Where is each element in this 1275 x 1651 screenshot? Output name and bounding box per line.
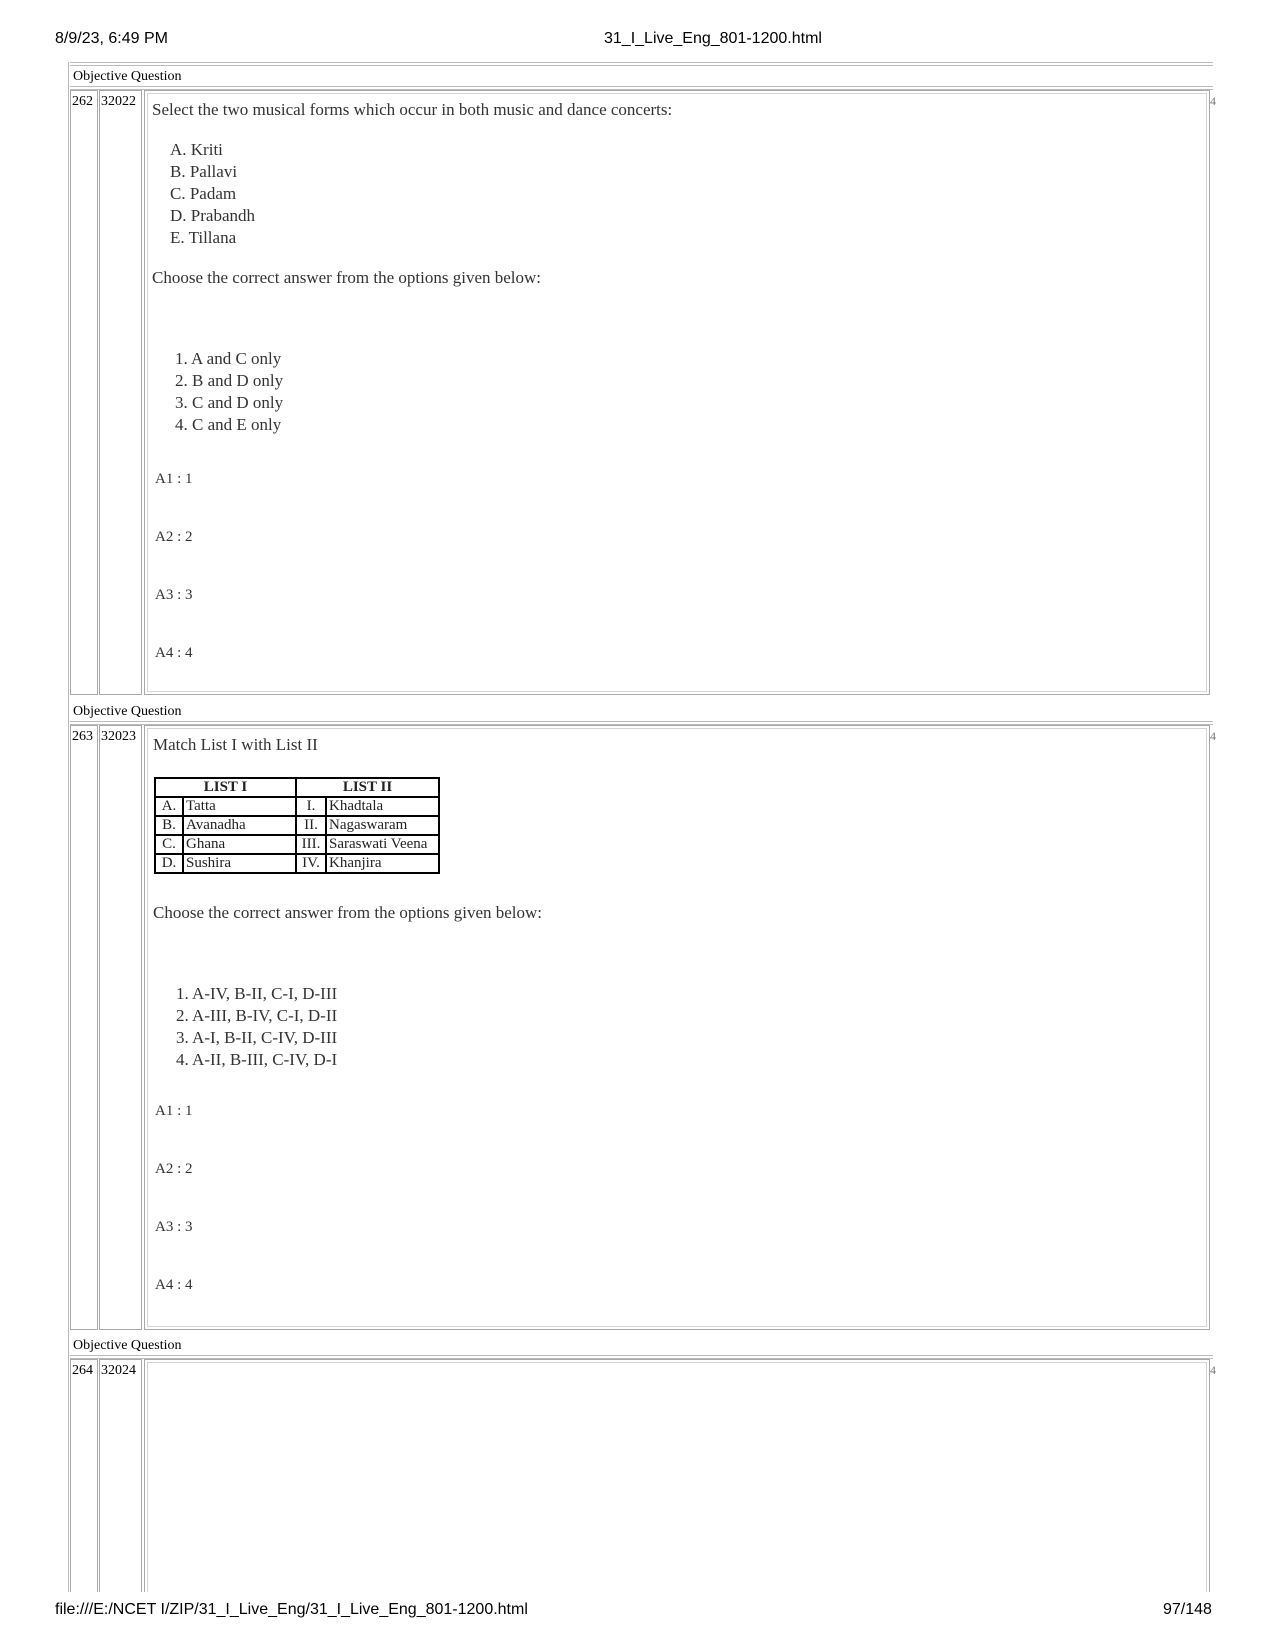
table-cell: IV. (296, 854, 326, 873)
section-label: Objective Question (73, 69, 182, 84)
table-row (155, 835, 439, 854)
table-cell: Khanjira (326, 854, 439, 873)
option: 1. A-IV, B-II, C-I, D-III (176, 984, 338, 1003)
table-cell: Nagaswaram (326, 816, 439, 835)
marks: 4 (1210, 1363, 1216, 1377)
table-cell: A. (155, 797, 183, 816)
option: 4. A-II, B-III, C-IV, D-I (176, 1050, 338, 1069)
question-body-cell (144, 1359, 1210, 1592)
list-item: A. Kriti (170, 140, 223, 159)
option: 2. B and D only (175, 371, 284, 390)
table-cell: Khadtala (326, 797, 439, 816)
table-row (155, 797, 439, 816)
table-row (155, 816, 439, 835)
question-number: 264 (72, 1363, 93, 1378)
top-rule (70, 62, 1213, 66)
table-cell: Saraswati Veena (326, 835, 439, 854)
answer-4: A4 : 4 (155, 1277, 193, 1293)
table-cell: Avanadha (183, 816, 296, 835)
section-label: Objective Question (73, 1338, 182, 1353)
table-cell: B. (155, 816, 183, 835)
sno-cell (70, 1359, 98, 1592)
section-label: Objective Question (73, 704, 182, 719)
answer-4: A4 : 4 (155, 645, 193, 661)
question-body-cell (144, 90, 1210, 695)
qid-cell (99, 1359, 142, 1592)
qid-cell (99, 725, 142, 1330)
table-header: LIST I (155, 778, 296, 797)
table-cell: D. (155, 854, 183, 873)
instruction: Choose the correct answer from the options given below: (152, 268, 542, 287)
option-list (176, 983, 337, 1071)
print-file-path: file:///E:/NCET I/ZIP/31_I_Live_Eng/31_I_Live_Eng_801-1200.html (55, 1601, 528, 1618)
table-cell: Ghana (183, 835, 296, 854)
table-cell: C. (155, 835, 183, 854)
table-cell: II. (296, 816, 326, 835)
option: 4. C and E only (175, 415, 282, 434)
table-cell: Tatta (183, 797, 296, 816)
marks: 4 (1210, 94, 1216, 108)
question-id: 32022 (101, 94, 136, 109)
answer-2: A2 : 2 (155, 529, 193, 545)
instruction: Choose the correct answer from the options given below: (153, 903, 543, 922)
option: 2. A-III, B-IV, C-I, D-II (176, 1006, 338, 1025)
table-cell: III. (296, 835, 326, 854)
table-header: LIST II (296, 778, 439, 797)
answer-2: A2 : 2 (155, 1161, 193, 1177)
list-item: C. Padam (170, 184, 237, 203)
marks: 4 (1210, 729, 1216, 743)
question-prompt: Match List I with List II (153, 735, 318, 754)
table-row (155, 854, 439, 873)
question-id: 32024 (101, 1363, 136, 1378)
answer-1: A1 : 1 (155, 1103, 193, 1119)
option: 3. A-I, B-II, C-IV, D-III (176, 1028, 338, 1047)
match-table (154, 777, 440, 874)
item-list (170, 139, 255, 249)
list-item: E. Tillana (170, 228, 237, 247)
question-id: 32023 (101, 729, 136, 744)
option: 3. C and D only (175, 393, 284, 412)
sno-cell (70, 90, 98, 695)
table-cell: I. (296, 797, 326, 816)
option: 1. A and C only (175, 349, 282, 368)
list-item: D. Prabandh (170, 206, 255, 225)
print-datetime: 8/9/23, 6:49 PM (55, 30, 168, 47)
page-number: 97/148 (1163, 1601, 1212, 1618)
question-number: 262 (72, 94, 93, 109)
print-title: 31_I_Live_Eng_801-1200.html (604, 30, 822, 47)
option-list (175, 348, 283, 436)
answer-3: A3 : 3 (155, 1219, 193, 1235)
answer-1: A1 : 1 (155, 471, 193, 487)
question-prompt: Select the two musical forms which occur in both music and dance concerts: (152, 100, 673, 119)
sno-cell (70, 725, 98, 1330)
list-item: B. Pallavi (170, 162, 238, 181)
question-number: 263 (72, 729, 93, 744)
qid-cell (99, 90, 142, 695)
table-cell: Sushira (183, 854, 296, 873)
answer-3: A3 : 3 (155, 587, 193, 603)
